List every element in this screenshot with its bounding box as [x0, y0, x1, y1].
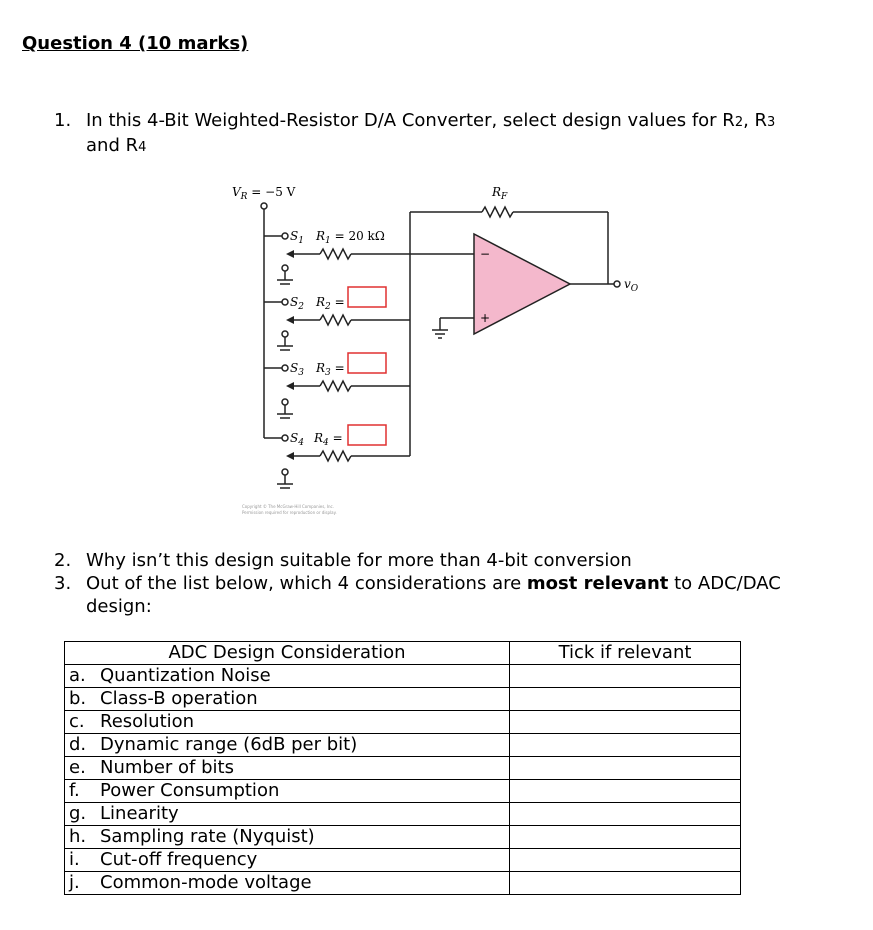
r3-value-input[interactable] — [348, 353, 386, 373]
tick-cell[interactable] — [510, 826, 741, 849]
opamp-minus-sign: − — [480, 247, 491, 261]
question-number: 1. — [54, 110, 72, 131]
r4-value-input[interactable] — [348, 425, 386, 445]
table-row — [65, 757, 741, 780]
question-text: Why isn’t this design suitable for more than 4-bit conversion — [86, 550, 632, 571]
tick-cell[interactable] — [510, 803, 741, 826]
consideration-cell: c. Resolution — [65, 711, 510, 734]
tick-cell[interactable] — [510, 711, 741, 734]
table-row — [65, 665, 741, 688]
consideration-cell: d. Dynamic range (6dB per bit) — [65, 734, 510, 757]
consideration-cell: e. Number of bits — [65, 757, 510, 780]
table-row — [65, 803, 741, 826]
resistor-label-r2: $R_2$ = — [316, 295, 345, 312]
switch-label-s1: $S_1$ — [290, 229, 304, 246]
resistor-label-r1: $R_1 = 20$ kΩ — [316, 229, 385, 246]
question-heading: Question 4 (10 marks) — [22, 33, 249, 54]
vo-label: $v_O$ — [624, 277, 639, 294]
table-row — [65, 826, 741, 849]
consideration-cell: g. Linearity — [65, 803, 510, 826]
tick-cell[interactable] — [510, 734, 741, 757]
tick-cell[interactable] — [510, 780, 741, 803]
adc-considerations-table — [64, 641, 741, 895]
question-number: 3. — [54, 573, 72, 594]
tick-cell[interactable] — [510, 665, 741, 688]
table-row — [65, 688, 741, 711]
tick-cell[interactable] — [510, 849, 741, 872]
r2-value-input[interactable] — [348, 287, 386, 307]
questions-2-3 — [54, 549, 844, 618]
table-row — [65, 780, 741, 803]
consideration-cell: a. Quantization Noise — [65, 665, 510, 688]
question-text: In this 4-Bit Weighted-Resistor D/A Converter, select design values for R2, R3 and R4 — [86, 110, 776, 156]
table-row — [65, 734, 741, 757]
consideration-cell: h. Sampling rate (Nyquist) — [65, 826, 510, 849]
vr-label: $V_R = -5$ V — [232, 185, 296, 202]
tick-cell[interactable] — [510, 872, 741, 895]
consideration-cell: i. Cut-off frequency — [65, 849, 510, 872]
switch-label-s2: $S_2$ — [290, 295, 304, 312]
copyright-line-2: Permission required for reproduction or display. — [242, 510, 337, 515]
resistor-label-r4: $R_4$ = — [314, 431, 343, 448]
switch-label-s3: $S_3$ — [290, 361, 304, 378]
resistor-label-r3: $R_3$ = — [316, 361, 345, 378]
column-header-tick: Tick if relevant — [510, 642, 741, 665]
consideration-cell: j. Common-mode voltage — [65, 872, 510, 895]
column-header-consideration: ADC Design Consideration — [65, 642, 510, 665]
question-1 — [54, 109, 844, 159]
tick-cell[interactable] — [510, 688, 741, 711]
dac-circuit-diagram — [210, 182, 670, 522]
table-row — [65, 872, 741, 895]
consideration-cell: f. Power Consumption — [65, 780, 510, 803]
question-number: 2. — [54, 550, 72, 571]
switch-label-s4: $S_4$ — [290, 431, 304, 448]
rf-label: $R_F$ — [492, 185, 508, 202]
table-row — [65, 711, 741, 734]
opamp-plus-sign: + — [480, 311, 491, 325]
table-row — [65, 849, 741, 872]
table-header-row — [65, 642, 741, 665]
question-text: Out of the list below, which 4 considerations are most relevant to ADC/DAC design: — [86, 573, 781, 617]
copyright-line-1: Copyright © The McGraw-Hill Companies, Inc. — [242, 504, 335, 509]
tick-cell[interactable] — [510, 757, 741, 780]
consideration-cell: b. Class-B operation — [65, 688, 510, 711]
